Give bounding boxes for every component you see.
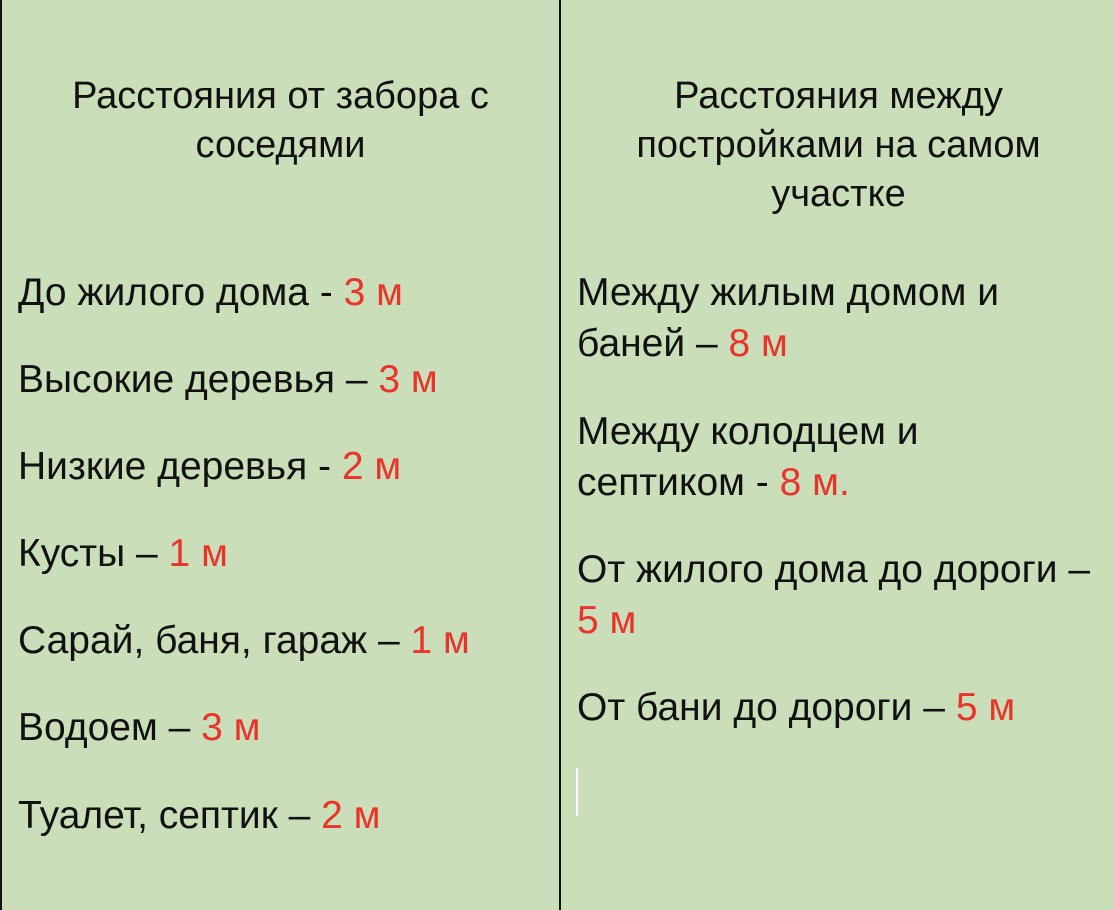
item-value: 8 м	[728, 322, 788, 365]
item-label: От жилого дома до дороги –	[577, 548, 1091, 591]
list-item	[18, 615, 470, 666]
item-label: Низкие деревья -	[18, 445, 342, 488]
item-label: Между жилым домом и баней –	[577, 271, 1000, 365]
item-value: 5 м	[577, 599, 637, 642]
list-item	[577, 544, 1097, 646]
list-item	[18, 528, 228, 579]
item-value: 3 м	[378, 358, 438, 401]
item-value: 2 м	[321, 794, 381, 837]
list-item	[18, 441, 401, 492]
column-neighbor-fence	[2, 0, 559, 910]
column-heading-neighbor-fence: Расстояния от забора с соседями	[72, 75, 489, 166]
item-value: 2 м	[341, 445, 402, 488]
item-value: 3 м	[201, 706, 261, 749]
list-item	[577, 682, 1097, 733]
item-label: Водоем –	[18, 706, 202, 749]
item-label: Туалет, септик –	[18, 794, 322, 837]
list-item	[577, 406, 1097, 508]
list-item	[18, 702, 261, 753]
item-value: 5 м	[955, 686, 1016, 729]
item-value: 1 м	[410, 619, 470, 662]
list-item	[577, 267, 1097, 369]
item-value: 1 м	[168, 532, 228, 575]
item-label: До жилого дома -	[18, 271, 344, 314]
item-label: Сарай, баня, гараж –	[18, 619, 411, 662]
item-value: 8 м.	[779, 461, 850, 504]
list-item	[18, 790, 380, 841]
list-item	[18, 267, 403, 318]
text-cursor	[576, 768, 578, 816]
column-between-buildings	[561, 0, 1114, 910]
item-value: 3 м	[343, 271, 403, 314]
column-heading-between-buildings: Расстояния между постройками на самом участке	[636, 75, 1041, 215]
item-label: Высокие деревья –	[18, 358, 379, 401]
item-label: Кусты –	[18, 532, 169, 575]
item-label: От бани до дороги –	[577, 686, 956, 729]
list-item	[18, 354, 438, 405]
item-label: Между колодцем и септиком -	[577, 410, 919, 504]
